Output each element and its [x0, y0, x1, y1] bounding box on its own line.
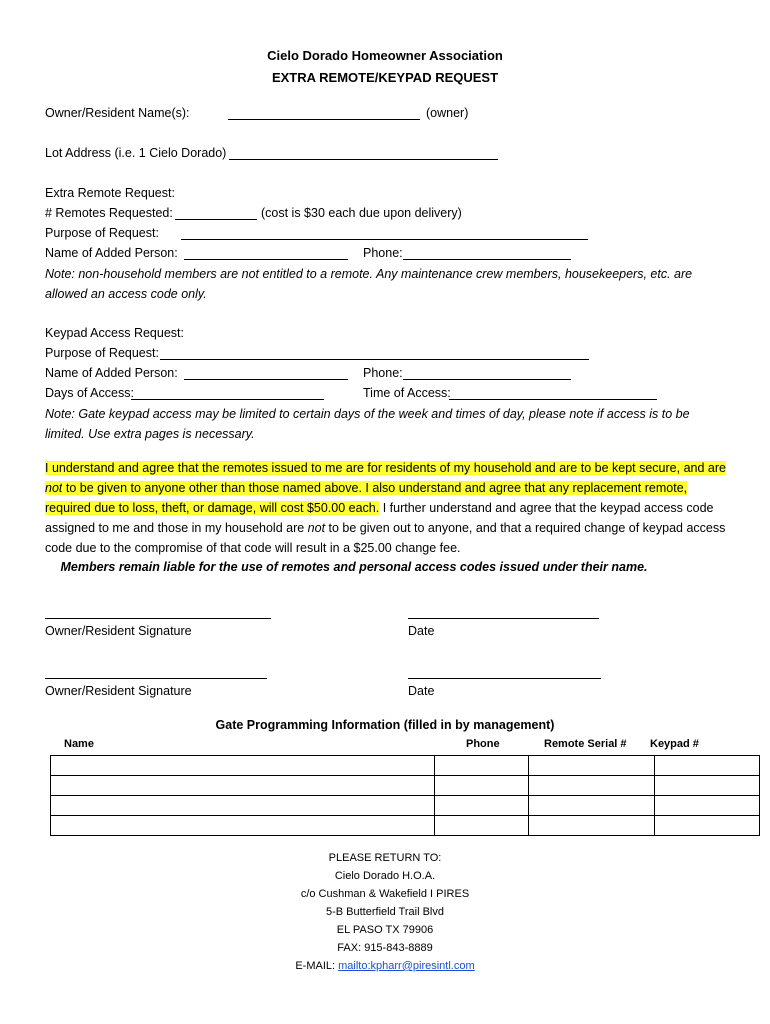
remote-name-label: Name of Added Person: [45, 246, 178, 260]
email-line [0, 957, 770, 975]
keypad-purpose-label: Purpose of Request: [45, 346, 159, 360]
keypad-phone-field[interactable] [403, 379, 571, 380]
remote-phone-field[interactable] [403, 259, 571, 260]
email-link[interactable]: mailto:kpharr@piresintl.com [338, 960, 475, 972]
table-cell[interactable] [529, 776, 655, 796]
signature-label-1: Owner/Resident Signature [45, 624, 192, 638]
keypad-name-label: Name of Added Person: [45, 366, 178, 380]
table-cell[interactable] [435, 796, 529, 816]
keypad-note: Note: Gate keypad access may be limited to certain days of the week and times of day, please note if access is to be limited. Use extra pages is necessary. [45, 407, 690, 441]
keypad-days-field[interactable] [131, 399, 324, 400]
return-line: FAX: 915-843-8889 [337, 942, 433, 954]
agreement-highlight-not: not [45, 481, 63, 495]
col-phone-header: Phone [466, 738, 500, 750]
table-cell[interactable] [51, 776, 435, 796]
table-row [51, 796, 760, 816]
date-label-1: Date [408, 624, 435, 638]
return-line: 5-B Butterfield Trail Blvd [326, 906, 444, 918]
date-label-2: Date [408, 684, 435, 698]
remote-count-field[interactable] [175, 219, 257, 220]
table-cell[interactable] [51, 796, 435, 816]
table-cell[interactable] [655, 816, 760, 836]
form-title: EXTRA REMOTE/KEYPAD REQUEST [271, 70, 499, 85]
keypad-days-label: Days of Access: [45, 386, 134, 400]
keypad-name-field[interactable] [184, 379, 348, 380]
agreement-paragraph [45, 458, 735, 558]
agreement-highlight-2: to be given to anyone other than those named above. I also understand and agree that any replacement remote, required due to loss, theft, or damage, will cost $50.00 each. [45, 481, 688, 515]
table-cell[interactable] [51, 816, 435, 836]
remote-note: Note: non-household members are not entitled to a remote. Any maintenance crew members, housekeepers, etc. are allowed an access code only. [45, 267, 693, 301]
return-line: PLEASE RETURN TO: [328, 852, 442, 864]
signature-line-2[interactable] [45, 678, 267, 679]
table-row [51, 776, 760, 796]
agreement-plain-2: to be given out to anyone, and that a required change of keypad access code due to the compromise of that code will result in a $25.00 change fee. [45, 521, 726, 555]
table-cell[interactable] [655, 796, 760, 816]
return-block [0, 849, 770, 975]
keypad-section-label: Keypad Access Request: [45, 326, 184, 340]
gate-programming-table [50, 755, 760, 836]
keypad-purpose-field[interactable] [160, 359, 589, 360]
signature-line-1[interactable] [45, 618, 271, 619]
lot-address-field[interactable] [229, 159, 498, 160]
table-cell[interactable] [435, 756, 529, 776]
return-line: c/o Cushman & Wakefield I PIRES [300, 888, 470, 900]
agreement-plain-1: I further understand and agree that the keypad access code assigned to me and those in my household are [45, 501, 714, 535]
table-cell[interactable] [435, 776, 529, 796]
table-cell[interactable] [529, 796, 655, 816]
table-cell[interactable] [529, 816, 655, 836]
keypad-phone-label: Phone: [363, 366, 403, 380]
keypad-time-field[interactable] [449, 399, 657, 400]
table-cell[interactable] [655, 756, 760, 776]
agreement-highlight-1: I understand and agree that the remotes issued to me are for residents of my household and are to be kept secure, and are [45, 461, 726, 475]
remote-phone-label: Phone: [363, 246, 403, 260]
table-row [51, 756, 760, 776]
table-cell[interactable] [51, 756, 435, 776]
gate-table-title: Gate Programming Information (filled in by management) [215, 718, 555, 732]
return-line: Cielo Dorado H.O.A. [334, 870, 436, 882]
remote-section-label: Extra Remote Request: [45, 186, 175, 200]
date-line-2[interactable] [408, 678, 601, 679]
agreement-plain-not: not [307, 521, 326, 535]
return-line: EL PASO TX 79906 [336, 924, 434, 936]
owner-suffix: (owner) [426, 106, 469, 120]
remote-name-field[interactable] [184, 259, 348, 260]
table-cell[interactable] [435, 816, 529, 836]
liability-statement: Members remain liable for the use of remotes and personal access codes issued under their name. [60, 560, 648, 574]
org-title: Cielo Dorado Homeowner Association [267, 48, 503, 63]
owner-name-field[interactable] [228, 119, 420, 120]
table-cell[interactable] [529, 756, 655, 776]
table-cell[interactable] [655, 776, 760, 796]
email-label: E-MAIL: [295, 960, 339, 972]
col-remote-serial-header: Remote Serial # [544, 738, 627, 750]
remote-purpose-field[interactable] [181, 239, 588, 240]
lot-address-label: Lot Address (i.e. 1 Cielo Dorado) [45, 146, 227, 160]
col-name-header: Name [64, 738, 94, 750]
remote-count-label: # Remotes Requested: [45, 206, 173, 220]
remote-cost-note: (cost is $30 each due upon delivery) [261, 206, 462, 220]
owner-name-label: Owner/Resident Name(s): [45, 106, 190, 120]
remote-purpose-label: Purpose of Request: [45, 226, 159, 240]
table-row [51, 816, 760, 836]
col-keypad-header: Keypad # [650, 738, 699, 750]
keypad-time-label: Time of Access: [363, 386, 451, 400]
signature-label-2: Owner/Resident Signature [45, 684, 192, 698]
date-line-1[interactable] [408, 618, 599, 619]
